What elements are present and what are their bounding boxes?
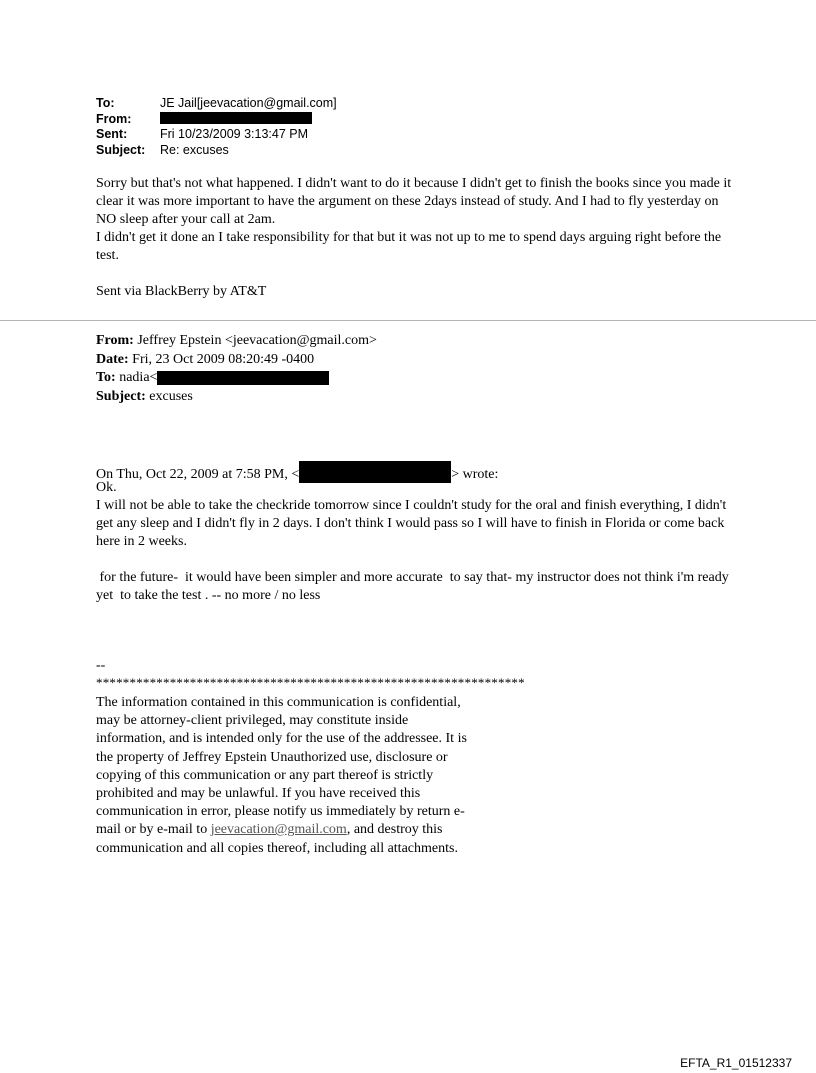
to-value: JE Jail[jeevacation@gmail.com] <box>160 96 337 110</box>
quoted-subject-value: excuses <box>149 388 193 404</box>
signature-dashes: -- <box>96 658 106 673</box>
quoted-to-row <box>96 369 377 388</box>
email-link[interactable]: jeevacation@gmail.com <box>210 822 347 838</box>
email-header <box>96 96 337 158</box>
separator-stars: **************************************************************** <box>96 675 525 690</box>
confidentiality-disclaimer <box>96 694 476 858</box>
disclaimer-text-end: , and destroy this communication and all copies thereof, including all attachments. <box>96 822 458 856</box>
reply-signature: Sent via BlackBerry by AT&T <box>96 284 267 299</box>
quoted-subject-label: Subject: <box>96 388 146 404</box>
quoted-date-row <box>96 351 377 370</box>
quote-line-ok: Ok. <box>96 480 117 495</box>
quote-intro <box>96 461 498 484</box>
quote-paragraph: I will not be able to take the checkride tomorrow since I couldn't study for the oral and finish everything, I didn't get any sleep and I didn't fly in 2 days. I don't think I would pass so I will have to finish in Florida or come back here in 2 weeks. <box>96 498 727 549</box>
quoted-to-label: To: <box>96 370 116 385</box>
redaction-bar <box>299 461 451 483</box>
quote-body <box>96 497 736 551</box>
quoted-from-label: From: <box>96 333 134 348</box>
subject-label: Subject: <box>96 142 146 157</box>
quoted-from-row <box>96 332 377 351</box>
quoted-date-label: Date: <box>96 351 129 367</box>
quoted-to-value: nadia< <box>119 370 158 385</box>
sent-label: Sent: <box>96 127 128 141</box>
reply-paragraph-2: I didn't get it done an I take responsibility for that but it was not up to me to spend days arguing right before the test. <box>96 230 722 263</box>
to-row <box>96 96 337 112</box>
subject-row <box>96 143 337 159</box>
disclaimer-text: The information contained in this communication is confidential, may be attorney-client privileged, may constitute inside information, and is intended only for the use of the addressee. It is the property of Jeffrey Epstein Unauthorized use, disclosure or copying of this communication or any part thereof is strictly prohibited and may be unlawful. If you have received this communication in error, please notify us immediately by return e-mail or by e-mail to <box>96 695 467 838</box>
reply-body <box>96 175 736 265</box>
from-label: From: <box>96 111 132 126</box>
redaction-bar <box>160 112 312 124</box>
quoted-header <box>96 332 377 406</box>
quoted-date-value: Fri, 23 Oct 2009 08:20:49 -0400 <box>132 351 315 367</box>
document-id: EFTA_R1_01512337 <box>680 1056 792 1070</box>
subject-value: Re: excuses <box>160 142 229 157</box>
redaction-bar <box>157 371 329 385</box>
quote-intro-suffix: > wrote: <box>451 467 499 482</box>
to-label: To: <box>96 96 115 110</box>
sent-value: Fri 10/23/2009 3:13:47 PM <box>160 127 309 141</box>
quote-remark: for the future- it would have been simpler and more accurate to say that- my instructor does not think i'm ready yet to take the test . -- no more / no less <box>96 570 733 603</box>
sent-row <box>96 127 337 143</box>
message-divider <box>0 320 816 321</box>
quote-intro-prefix: On Thu, Oct 22, 2009 at 7:58 PM, < <box>96 467 300 482</box>
from-row <box>96 112 337 128</box>
reply-paragraph-1: Sorry but that's not what happened. I didn't want to do it because I didn't get to finish the books since you made it clear it was more important to have the argument on these 2days instead of study. And I had to fly yesterday on NO sleep after your call at 2am. <box>96 176 732 227</box>
quoted-from-value: Jeffrey Epstein <jeevacation@gmail.com> <box>137 333 377 348</box>
quoted-subject-row <box>96 388 377 407</box>
